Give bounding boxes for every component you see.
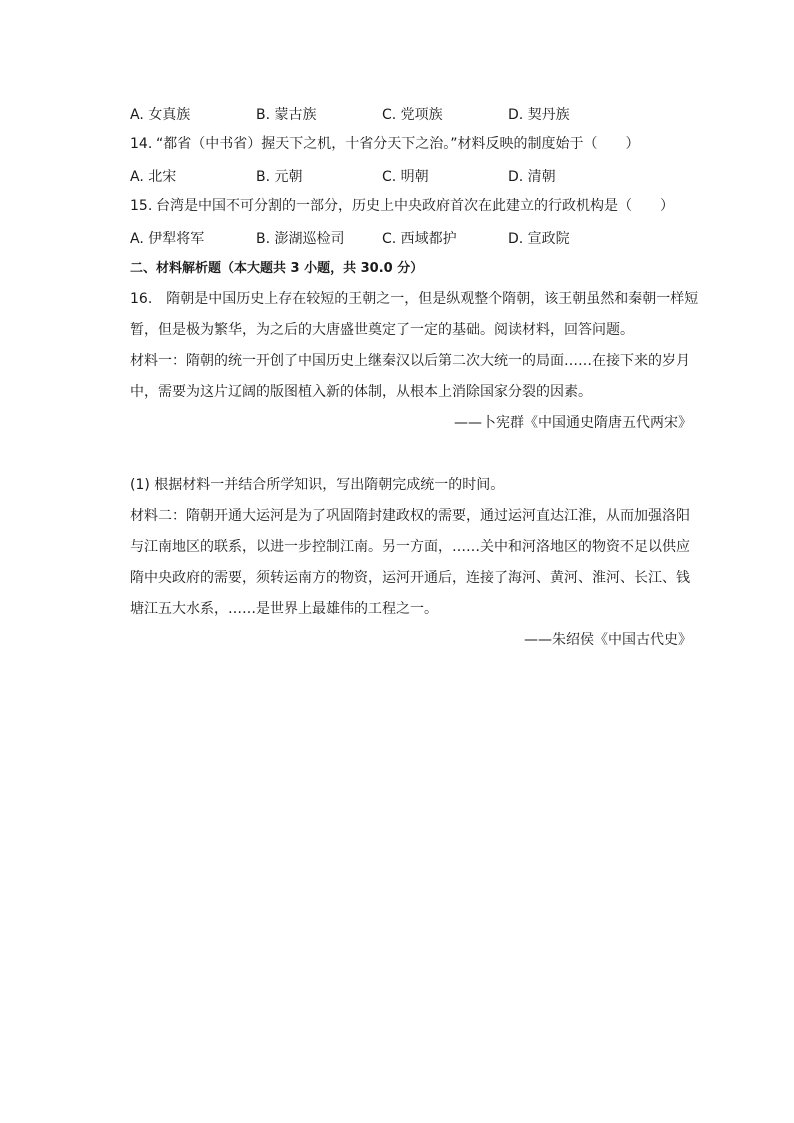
q13-options (130, 98, 692, 129)
q14-number: 14. (130, 136, 153, 152)
q15-options (130, 222, 692, 253)
q15-option-d: D. 宣政院 (508, 230, 570, 247)
q16-material-1 (130, 346, 692, 408)
q13-option-b: B. 蒙古族 (256, 106, 317, 123)
material-2-line: 材料二：隋朝开通大运河是为了巩固隋封建政权的需要，通过运河直达江淮，从而加强洛阳 (130, 508, 690, 524)
q16-intro-line: 暂，但是极为繁华，为之后的大唐盛世奠定了一定的基础。阅读材料，回答问题。 (130, 322, 634, 338)
material-1-line: 中，需要为这片辽阔的版图植入新的体制，从根本上消除国家分裂的因素。 (130, 384, 592, 400)
q15-option-c: C. 西域都护 (382, 230, 457, 247)
q16-intro (130, 284, 699, 346)
material-2-line: 与江南地区的联系，以进一步控制江南。另一方面，……关中和河洛地区的物资不足以供应 (130, 539, 690, 555)
q16-intro-line: 16. 隋朝是中国历史上存在较短的王朝之一，但是纵观整个隋朝，该王朝虽然和秦朝一样短 (130, 291, 699, 307)
q14-option-d: D. 清朝 (508, 168, 556, 185)
q14-stem-text: “都省（中书省）握天下之机，十省分天下之治。”材料反映的制度始于（ ） (156, 136, 640, 152)
spacer (130, 439, 692, 470)
q15-option-a: A. 伊犁将军 (130, 230, 205, 247)
q14-option-b: B. 元朝 (256, 168, 303, 185)
q15-option-b: B. 澎湖巡检司 (256, 230, 345, 247)
q13-option-d: D. 契丹族 (508, 106, 570, 123)
q14-option-a: A. 北宋 (130, 168, 177, 185)
q16-material-2 (130, 501, 692, 625)
q13-option-c: C. 党项族 (382, 106, 443, 123)
q13-option-a: A. 女真族 (130, 106, 191, 123)
q16-subquestion-1: (1) 根据材料一并结合所学知识，写出隋朝完成统一的时间。 (130, 477, 505, 493)
material-2-line: 塘江五大水系，……是世界上最雄伟的工程之一。 (130, 601, 438, 617)
material-1-source: ——卜宪群《中国通史隋唐五代两宋》 (454, 415, 692, 431)
section-heading: 二、材料解析题（本大题共 3 小题，共 30.0 分） (130, 261, 424, 276)
exam-page (130, 98, 699, 656)
q15-stem-text: 台湾是中国不可分割的一部分，历史上中央政府首次在此建立的行政机构是（ ） (156, 198, 674, 214)
material-2-line: 隋中央政府的需要，须转运南方的物资，运河开通后，连接了海河、黄河、淮河、长江、钱 (130, 570, 690, 586)
q14-option-c: C. 明朝 (382, 168, 429, 185)
q14-stem (130, 129, 692, 160)
q15-stem (130, 191, 692, 222)
material-2-source: ——朱绍侯《中国古代史》 (524, 632, 692, 648)
q15-number: 15. (130, 198, 153, 214)
q14-options (130, 160, 692, 191)
material-1-line: 材料一：隋朝的统一开创了中国历史上继秦汉以后第二次大统一的局面……在接下来的岁月 (130, 353, 690, 369)
